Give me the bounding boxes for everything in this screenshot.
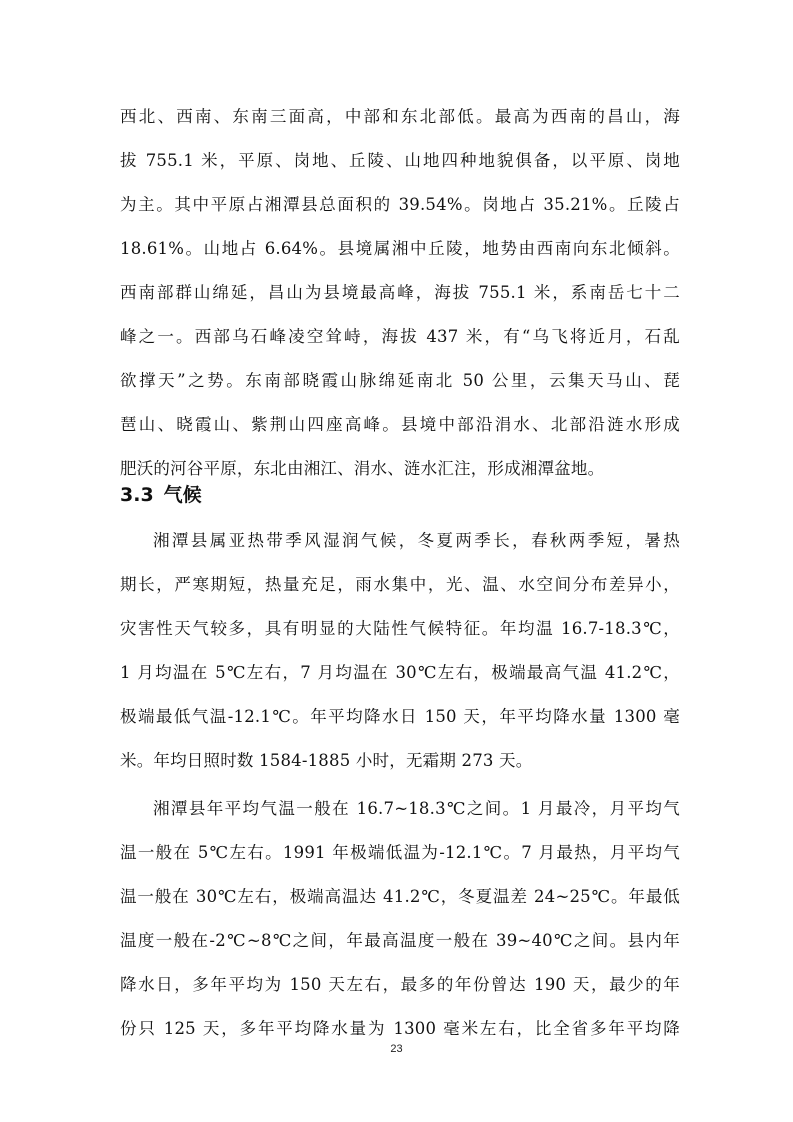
text-line: 为主。其中平原占湘潭县总面积的 39.54%。岗地占 35.21%。丘陵占 (120, 195, 680, 214)
text-line: 1 月均温在 5℃左右，7 月均温在 30℃左右，极端最高气温 41.2℃， (120, 663, 680, 682)
text-line: 温度一般在-2℃~8℃之间，年最高温度一般在 39~40℃之间。县内年 (120, 931, 680, 950)
page-number: 23 (390, 1043, 403, 1055)
text-line: 肥沃的河谷平原，东北由湘江、涓水、涟水汇注，形成湘潭盆地。 (120, 459, 605, 478)
text-line: 降水日，多年平均为 150 天左右，最多的年份曾达 190 天，最少的年 (120, 975, 680, 994)
text-line: 18.61%。山地占 6.64%。县境属湘中丘陵，地势由西南向东北倾斜。 (120, 239, 680, 258)
text-line: 峰之一。西部乌石峰凌空耸峙，海拔 437 米，有“乌飞将近月，石乱 (120, 327, 680, 346)
text-line: 米。年均日照时数 1584-1885 小时，无霜期 273 天。 (120, 751, 533, 770)
section-title: 气候 (163, 484, 202, 506)
text-line: 温一般在 30℃左右，极端高温达 41.2℃，冬夏温差 24~25℃。年最低 (120, 887, 680, 906)
section-number: 3.3 (120, 484, 154, 506)
text-line: 西南部群山绵延，昌山为县境最高峰，海拔 755.1 米，系南岳七十二 (120, 283, 680, 302)
section-heading (120, 478, 202, 512)
text-line: 欲撑天”之势。东南部晓霞山脉绵延南北 50 公里，云集天马山、琵 (120, 371, 680, 390)
text-line: 极端最低气温-12.1℃。年平均降水日 150 天，年平均降水量 1300 毫 (120, 707, 680, 726)
text-line: 份只 125 天，多年平均降水量为 1300 毫米左右，比全省多年平均降 (120, 1019, 680, 1038)
text-line: 湘潭县年平均气温一般在 16.7~18.3℃之间。1 月最冷，月平均气 (153, 799, 680, 818)
text-line: 湘潭县属亚热带季风湿润气候，冬夏两季长，春秋两季短，暑热 (153, 531, 680, 550)
text-line: 灾害性天气较多，具有明显的大陆性气候特征。年均温 16.7-18.3℃， (120, 619, 680, 638)
text-line: 拔 755.1 米，平原、岗地、丘陵、山地四种地貌俱备，以平原、岗地 (120, 151, 680, 170)
text-line: 温一般在 5℃左右。1991 年极端低温为-12.1℃。7 月最热，月平均气 (120, 843, 680, 862)
text-line: 琶山、晓霞山、紫荆山四座高峰。县境中部沿涓水、北部沿涟水形成 (120, 415, 680, 434)
text-line: 期长，严寒期短，热量充足，雨水集中，光、温、水空间分布差异小， (120, 575, 680, 594)
text-line: 西北、西南、东南三面高，中部和东北部低。最高为西南的昌山，海 (120, 107, 680, 126)
